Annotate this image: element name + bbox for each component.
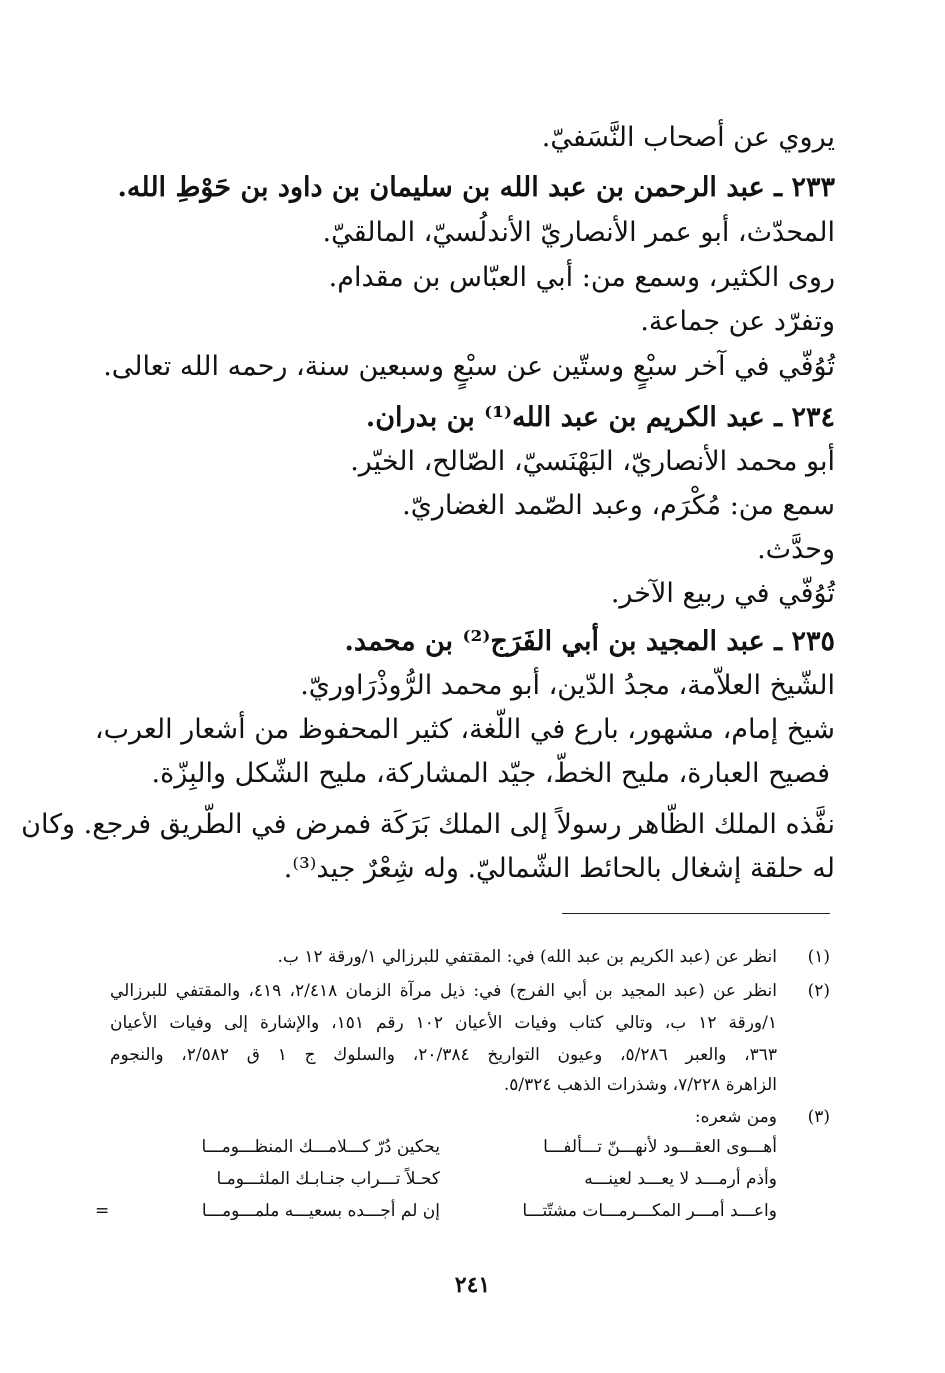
verse-first-hemistich: وأذم أرمـــد لا يعـــد لعينـــه bbox=[584, 1169, 777, 1189]
body-line: الشّيخ العلاّمة، مجدُ الدّين، أبو محمد الرُّوذْرَاوريّ. bbox=[300, 670, 835, 701]
verse-second-hemistich: كحـلاً تـــراب جنـابـك الملثـــومـا bbox=[216, 1169, 440, 1189]
footnote-text: ٣٦٣، والعبر ٥/٢٨٦، وعيون التواريخ ٢٠/٣٨٤، والسلوك ج ١ ق ٢/٥٨٢، والنجوم bbox=[110, 1045, 778, 1065]
verse-second-hemistich: يحكين دُرّ كـــلامـــك المنظـــومـــا bbox=[201, 1137, 440, 1157]
footnote-text: انظر عن (عبد المجيد بن أبي الفرج) في: ذيل مرآة الزمان ٢/٤١٨، ٤١٩، والمقتفي للبرزالي bbox=[110, 981, 778, 1001]
body-line: روى الكثير، وسمع من: أبي العبّاس بن مقدام. bbox=[328, 262, 835, 293]
footnote-text: ومن شعره: bbox=[694, 1107, 777, 1127]
body-line: وحدَّث. bbox=[757, 534, 835, 565]
body-line: يروي عن أصحاب النَّسَفيّ. bbox=[541, 122, 835, 153]
body-line: شيخ إمام، مشهور، بارع في اللّغة، كثير المحفوظ من أشعار العرب، bbox=[94, 714, 835, 745]
body-line: تُوُفّي في ربيع الآخر. bbox=[610, 578, 835, 609]
footnote-number: (٢) bbox=[807, 981, 830, 1001]
entry-heading: ٢٣٤ ـ عبد الكريم بن عبد الله⁽¹⁾ بن بدران. bbox=[365, 402, 835, 433]
verse-first-hemistich: واعـــد أمـــر المكـــرمـــات مشتّتـــا bbox=[522, 1201, 777, 1221]
entry-heading: ٢٣٣ ـ عبد الرحمن بن عبد الله بن سليمان بن داود بن حَوْطِ الله. bbox=[117, 172, 835, 203]
continuation-mark: = bbox=[95, 1201, 110, 1221]
verse-second-hemistich: إن لم أجـــده بسعيـــه ملمـــومـــا bbox=[201, 1201, 440, 1221]
footnote-number: (١) bbox=[807, 947, 830, 967]
body-line: تُوُفّي في آخر سبْعٍ وستّين عن سبْعٍ وسبعين سنة، رحمه الله تعالى. bbox=[103, 351, 835, 382]
footnote-text: الزاهرة ٧/٢٢٨، وشذرات الذهب ٥/٣٢٤. bbox=[503, 1075, 777, 1095]
body-line: المحدّث، أبو عمر الأنصاريّ الأندلُسيّ، المالقيّ. bbox=[322, 217, 835, 248]
entry-heading: ٢٣٥ ـ عبد المجيد بن أبي الفَرَج⁽²⁾ بن محمد. bbox=[344, 626, 835, 657]
body-line: أبو محمد الأنصاريّ، البَهْنَسيّ، الصّالح، الخيّر. bbox=[350, 446, 835, 477]
body-line: وتفرّد عن جماعة. bbox=[640, 306, 835, 337]
body-line: فصيح العبارة، مليح الخطّ، جيّد المشاركة، مليح الشّكل والبِزّة. bbox=[151, 758, 830, 789]
footnote-text: انظر عن (عبد الكريم بن عبد الله) في: المقتفي للبرزالي ١/ورقة ١٢ ب. bbox=[277, 947, 777, 967]
page-number: ٢٤١ bbox=[454, 1272, 491, 1298]
footnote-text: ١/ورقة ١٢ ب، وتالي كتاب وفيات الأعيان ١٠٢ رقم ١٥١، والإشارة إلى وفيات الأعيان bbox=[110, 1013, 777, 1033]
verse-first-hemistich: أهـــوى العقـــود لأنهـــنّ تـــألفـــا bbox=[543, 1137, 777, 1157]
footnote-number: (٣) bbox=[807, 1107, 830, 1127]
body-line: له حلقة إشغال بالحائط الشّماليّ. وله شِعْرٌ جيد⁽³⁾. bbox=[283, 853, 835, 884]
body-line: نفَّذه الملك الظّاهر رسولاً إلى الملك بَرَكَة فمرض في الطّريق فرجع. وكان bbox=[21, 809, 835, 840]
body-line: سمع من: مُكْرَم، وعبد الصّمد الغضاريّ. bbox=[402, 490, 835, 521]
footnote-divider bbox=[562, 913, 830, 914]
